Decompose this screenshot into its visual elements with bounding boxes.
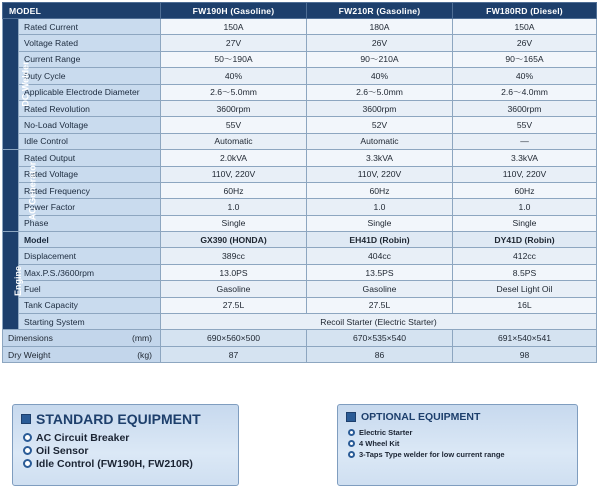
spec-value: DY41D (Robin): [453, 232, 597, 248]
spec-label: Model: [19, 232, 161, 248]
spec-value: 60Hz: [307, 182, 453, 198]
spec-row: [3, 100, 597, 116]
ring-bullet-icon: [348, 440, 355, 447]
spec-row: [3, 19, 597, 35]
spec-row: [3, 314, 597, 330]
spec-value: 691×540×541: [453, 330, 597, 346]
spec-value: 27V: [161, 35, 307, 51]
spec-value: 90～210A: [307, 51, 453, 67]
spec-value: Single: [307, 215, 453, 231]
list-item: 3-Taps Type welder for low current range: [348, 449, 577, 460]
ring-bullet-icon: [23, 446, 32, 455]
spec-value: 180A: [307, 19, 453, 35]
spec-value: 2.6～5.0mm: [307, 84, 453, 100]
spec-value: 2.6～4.0mm: [453, 84, 597, 100]
spec-value: 16L: [453, 297, 597, 313]
spec-value: 86: [307, 346, 453, 362]
spec-value: —: [453, 133, 597, 149]
spec-row: [3, 35, 597, 51]
list-item: 4 Wheel Kit: [348, 438, 577, 449]
spec-value: 2.6～5.0mm: [161, 84, 307, 100]
spec-row: [3, 51, 597, 67]
dimensions-row: [3, 330, 597, 346]
spec-value: 40%: [161, 68, 307, 84]
spec-value: 412cc: [453, 248, 597, 264]
spec-label: Displacement: [19, 248, 161, 264]
dimensions-label: Dimensions (mm): [3, 330, 161, 346]
spec-label: Applicable Electrode Diameter: [19, 84, 161, 100]
spec-value: Automatic: [307, 133, 453, 149]
spec-label: No-Load Voltage: [19, 117, 161, 133]
spec-row: [3, 68, 597, 84]
spec-value: 3600rpm: [307, 100, 453, 116]
spec-label: Idle Control: [19, 133, 161, 149]
ring-bullet-icon: [23, 459, 32, 468]
spec-label: Rated Voltage: [19, 166, 161, 182]
spec-value: Gasoline: [161, 281, 307, 297]
square-bullet-icon: [21, 414, 31, 424]
model-header-row: [3, 3, 597, 19]
spec-value: 1.0: [161, 199, 307, 215]
spec-value: Desel Light Oil: [453, 281, 597, 297]
standard-equipment-title: STANDARD EQUIPMENT: [21, 411, 238, 427]
spec-row: [3, 215, 597, 231]
spec-label: Voltage Rated: [19, 35, 161, 51]
spec-label: Phase: [19, 215, 161, 231]
spec-row: [3, 182, 597, 198]
spec-value: 2.0kVA: [161, 150, 307, 166]
dimensions-unit: (mm): [131, 333, 152, 344]
spec-value: 98: [453, 346, 597, 362]
dry-weight-row: [3, 346, 597, 362]
spec-label: Rated Revolution: [19, 100, 161, 116]
dry-weight-unit: (kg): [137, 349, 152, 360]
spec-value: 90～165A: [453, 51, 597, 67]
ring-bullet-icon: [23, 433, 32, 442]
standard-equipment-box: [12, 404, 239, 486]
spec-row: [3, 166, 597, 182]
spec-value: 40%: [307, 68, 453, 84]
spec-value: 13.0PS: [161, 264, 307, 280]
spec-row: [3, 199, 597, 215]
model-col-2: FW210R (Gasoline): [307, 3, 453, 19]
spec-value: 1.0: [453, 199, 597, 215]
spec-value: GX390 (HONDA): [161, 232, 307, 248]
spec-value: 3600rpm: [453, 100, 597, 116]
spec-value: 110V, 220V: [307, 166, 453, 182]
spec-value: Recoil Starter (Electric Starter): [161, 314, 597, 330]
optional-equipment-title: OPTIONAL EQUIPMENT: [346, 411, 577, 423]
spec-value: 389cc: [161, 248, 307, 264]
spec-label: Rated Frequency: [19, 182, 161, 198]
spec-value: 26V: [307, 35, 453, 51]
spec-value: Single: [453, 215, 597, 231]
spec-label: Current Range: [19, 51, 161, 67]
ring-bullet-icon: [348, 451, 355, 458]
spec-value: 60Hz: [161, 182, 307, 198]
spec-value: 670×535×540: [307, 330, 453, 346]
spec-row: [3, 150, 597, 166]
ring-bullet-icon: [348, 429, 355, 436]
square-bullet-icon: [346, 412, 356, 422]
spec-label: Duty Cycle: [19, 68, 161, 84]
standard-equipment-list: [23, 431, 238, 470]
spec-row: [3, 264, 597, 280]
spec-value: 1.0: [307, 199, 453, 215]
spec-value: 26V: [453, 35, 597, 51]
spec-value: 55V: [161, 117, 307, 133]
spec-label: Rated Current: [19, 19, 161, 35]
spec-table: [2, 2, 597, 363]
spec-value: 110V, 220V: [161, 166, 307, 182]
model-col-3: FW180RD (Diesel): [453, 3, 597, 19]
list-item: Idle Control (FW190H, FW210R): [23, 457, 238, 470]
spec-value: 404cc: [307, 248, 453, 264]
spec-label: Tank Capacity: [19, 297, 161, 313]
spec-label: Fuel: [19, 281, 161, 297]
spec-value: 13.5PS: [307, 264, 453, 280]
list-item: Oil Sensor: [23, 444, 238, 457]
spec-value: 40%: [453, 68, 597, 84]
group-dc-welder: DC Welder: [3, 19, 19, 150]
spec-row: [3, 117, 597, 133]
spec-value: 55V: [453, 117, 597, 133]
spec-value: Gasoline: [307, 281, 453, 297]
spec-value: 3.3kVA: [453, 150, 597, 166]
spec-value: 60Hz: [453, 182, 597, 198]
spec-value: 52V: [307, 117, 453, 133]
spec-row: [3, 297, 597, 313]
spec-row: [3, 84, 597, 100]
spec-value: 3.3kVA: [307, 150, 453, 166]
spec-value: 27.5L: [161, 297, 307, 313]
spec-label: Starting System: [19, 314, 161, 330]
spec-row: [3, 248, 597, 264]
spec-value: EH41D (Robin): [307, 232, 453, 248]
spec-value: 50～190A: [161, 51, 307, 67]
model-col-1: FW190H (Gasoline): [161, 3, 307, 19]
spec-value: Single: [161, 215, 307, 231]
spec-value: 87: [161, 346, 307, 362]
list-item: AC Circuit Breaker: [23, 431, 238, 444]
spec-label: Rated Output: [19, 150, 161, 166]
spec-label: Max.P.S./3600rpm: [19, 264, 161, 280]
optional-equipment-list: [348, 427, 577, 460]
group-engine: Engine: [3, 232, 19, 330]
spec-label: Power Factor: [19, 199, 161, 215]
spec-value: 690×560×500: [161, 330, 307, 346]
group-ac-generator: AC Generator: [3, 150, 19, 232]
model-header: MODEL: [3, 3, 161, 19]
spec-value: Automatic: [161, 133, 307, 149]
spec-value: 150A: [161, 19, 307, 35]
spec-row: [3, 133, 597, 149]
spec-value: 110V, 220V: [453, 166, 597, 182]
dry-weight-label: Dry Weight (kg): [3, 346, 161, 362]
spec-value: 27.5L: [307, 297, 453, 313]
spec-row: [3, 281, 597, 297]
optional-equipment-box: [337, 404, 578, 486]
list-item: Electric Starter: [348, 427, 577, 438]
spec-value: 3600rpm: [161, 100, 307, 116]
spec-row: [3, 232, 597, 248]
spec-value: 150A: [453, 19, 597, 35]
spec-value: 8.5PS: [453, 264, 597, 280]
